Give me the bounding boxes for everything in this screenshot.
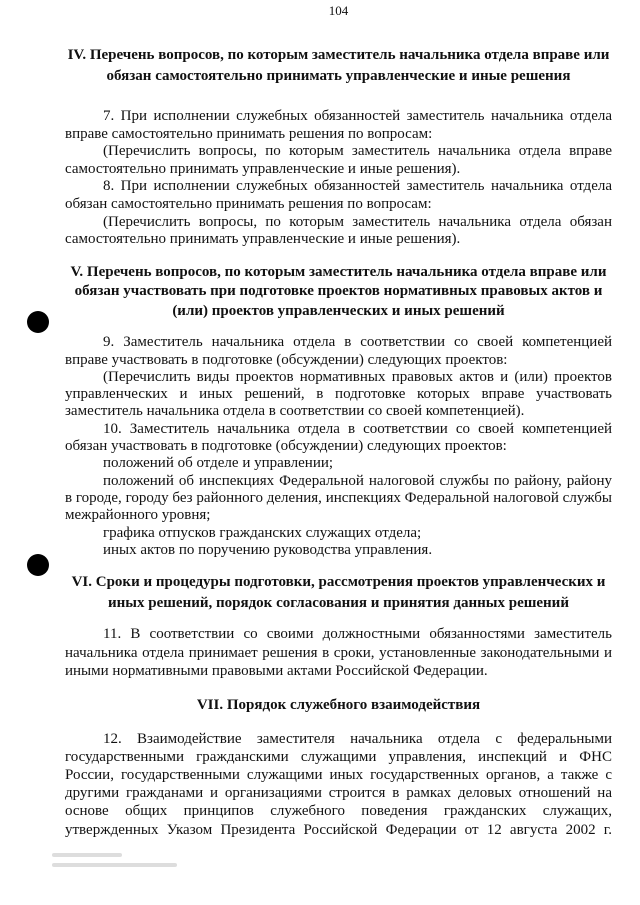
list-item: положений об инспекциях Федеральной налоговой службы по району, району в городе, городу без районного деления, инспекциях Федеральной налоговой службы межрайонного уровня; — [65, 472, 612, 524]
paragraph-10: 10. Заместитель начальника отдела в соответствии со своей компетенцией обязан участвовать в подготовке (обсуждении) следующих проектов: — [65, 420, 612, 455]
list-item: иных актов по поручению руководства управления. — [103, 541, 433, 558]
punch-hole-upper — [27, 311, 49, 333]
paragraph-8: 8. При исполнении служебных обязанностей заместитель начальника отдела обязан самостоятельно принимать решения по вопросам: — [65, 178, 612, 212]
section-5-body — [65, 334, 612, 559]
list-item: положений об отделе и управлении; — [103, 455, 334, 472]
faint-stamp-line — [52, 863, 177, 867]
section-7-body — [65, 730, 612, 839]
section-5-heading: V. Перечень вопросов, по которым заместитель начальника отдела вправе или обязан участвовать при подготовке проектов нормативных правовых актов и (или) проектов управленческих и иных решений — [70, 263, 607, 319]
punch-hole-lower — [27, 554, 49, 576]
faint-stamp-line — [52, 853, 122, 857]
page-content — [65, 0, 612, 839]
section-6-heading: VI. Сроки и процедуры подготовки, рассмотрения проектов управленческих и иных решений, порядок согласования и принятия данных решений — [71, 574, 606, 612]
section-6-body — [65, 625, 612, 681]
section-7-heading: VII. Порядок служебного взаимодействия — [196, 696, 481, 713]
paragraph-12: 12. Взаимодействие заместителя начальника отдела с федеральными государственными гражданскими служащими управления, инспекций и ФНС России, государственными служащими иных государственных органов, а также с другими гражданами и организациями строится в рамках деловых отношений на основе общих принципов служебного поведения гражданских служащих, утвержденных Указом Президента Российской Федерации от 12 августа 2002 г. — [65, 730, 612, 838]
paragraph-8-note: (Перечислить вопросы, по которым заместитель начальника отдела обязан самостоятельно принимать управленческие и иные решения). — [65, 213, 612, 248]
list-item: графика отпусков гражданских служащих отдела; — [103, 524, 422, 541]
section-4-heading: IV. Перечень вопросов, по которым заместитель начальника отдела вправе или обязан самостоятельно принимать управленческие и иные решения — [67, 47, 610, 84]
paragraph-7-note: (Перечислить вопросы, по которым заместитель начальника отдела вправе самостоятельно принимать управленческие и иные решения). — [65, 143, 612, 177]
paragraph-7: 7. При исполнении служебных обязанностей заместитель начальника отдела вправе самостоятельно принимать решения по вопросам: — [65, 108, 612, 142]
section-4-body — [65, 108, 612, 249]
paragraph-9-note: (Перечислить виды проектов нормативных правовых актов и (или) проектов управленческих и иных решений, в подготовке которых вправе участвовать заместитель начальника отдела в соответствии со своей компетенцией). — [65, 368, 612, 420]
page-number: 104 — [328, 3, 349, 18]
paragraph-11: 11. В соответствии со своими должностными обязанностями заместитель начальника отдела принимает решения в сроки, установленные законодательными и иными нормативными правовыми актами Российской Федерации. — [65, 626, 612, 680]
paragraph-9: 9. Заместитель начальника отдела в соответствии со своей компетенцией вправе участвовать в подготовке (обсуждении) следующих проектов: — [65, 334, 612, 368]
